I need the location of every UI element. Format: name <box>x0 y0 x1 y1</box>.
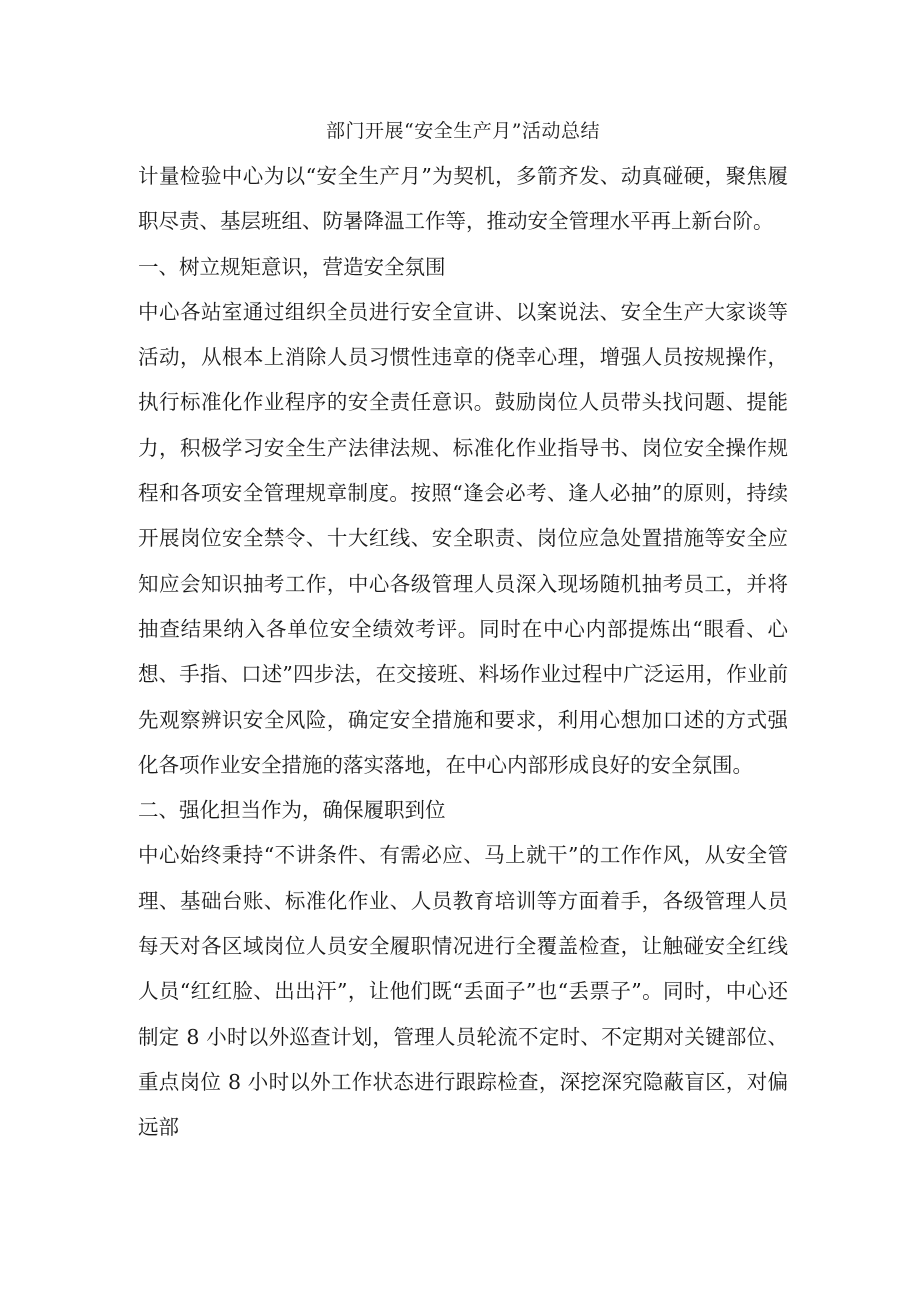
section-2-paragraph: 中心始终秉持“不讲条件、有需必应、马上就干”的工作作风，从安全管理、基础台账、标准化作业、人员教育培训等方面着手，各级管理人员每天对各区域岗位人员安全履职情况进行全覆盖检查，让触碰安全红线人员“红红脸、出出汗”，让他们既“丢面子”也“丢票子”。同时，中心还制定 8 小时以外巡查计划，管理人员轮流不定时、不定期对关键部位、重点岗位 8 小时以外工作状态进行跟踪检查，深挖深究隐蔽盲区，对偏远部 <box>138 843 788 1140</box>
intro-paragraph: 计量检验中心为以“安全生产月”为契机，多箭齐发、动真碰硬，聚焦履职尽责、基层班组、防暑降温工作等，推动安全管理水平再上新台阶。 <box>138 164 788 234</box>
document-body <box>138 118 788 1151</box>
document-title: 部门开展“安全生产月”活动总结 <box>326 120 600 142</box>
section-1-heading: 一、树立规矩意识，营造安全氛围 <box>138 254 446 279</box>
section-1-paragraph: 中心各站室通过组织全员进行安全宣讲、以案说法、安全生产大家谈等活动，从根本上消除人员习惯性违章的侥幸心理，增强人员按规操作，执行标准化作业程序的安全责任意识。鼓励岗位人员带头找问题、提能力，积极学习安全生产法律法规、标准化作业指导书、岗位安全操作规程和各项安全管理规章制度。按照“逢会必考、逢人必抽”的原则，持续开展岗位安全禁令、十大红线、安全职责、岗位应急处置措施等安全应知应会知识抽考工作，中心各级管理人员深入现场随机抽考员工，并将抽查结果纳入各单位安全绩效考评。同时在中心内部提炼出“眼看、心想、手指、口述”四步法，在交接班、料场作业过程中广泛运用，作业前先观察辨识安全风险，确定安全措施和要求，利用心想加口述的方式强化各项作业安全措施的落实落地，在中心内部形成良好的安全氛围。 <box>138 299 788 777</box>
section-2-heading: 二、强化担当作为，确保履职到位 <box>138 798 446 823</box>
